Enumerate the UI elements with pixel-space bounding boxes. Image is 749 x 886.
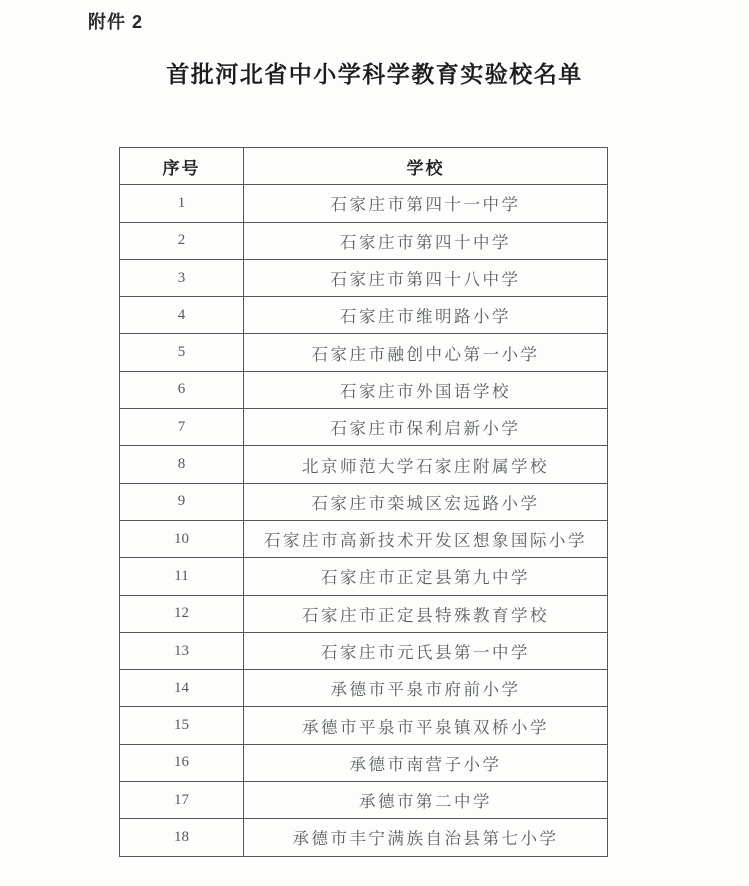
school-table-body [120, 185, 608, 856]
row-number: 13 [120, 632, 244, 669]
row-number: 10 [120, 520, 244, 557]
school-name: 石家庄市正定县特殊教育学校 [244, 595, 608, 632]
table-row [120, 744, 608, 781]
school-name: 承德市平泉市府前小学 [244, 670, 608, 707]
school-name: 石家庄市融创中心第一小学 [244, 334, 608, 371]
school-name: 北京师范大学石家庄附属学校 [244, 446, 608, 483]
school-name: 石家庄市第四十一中学 [244, 185, 608, 222]
row-number: 6 [120, 371, 244, 408]
row-number: 9 [120, 483, 244, 520]
table-row [120, 185, 608, 222]
school-table [119, 147, 608, 857]
table-row [120, 409, 608, 446]
table-row [120, 819, 608, 856]
school-name: 石家庄市保利启新小学 [244, 409, 608, 446]
table-row [120, 334, 608, 371]
row-number: 1 [120, 185, 244, 222]
table-row [120, 222, 608, 259]
row-number: 11 [120, 558, 244, 595]
table-row [120, 446, 608, 483]
attachment-label: 附件 2 [88, 12, 144, 32]
school-name: 承德市南营子小学 [244, 744, 608, 781]
school-name: 石家庄市外国语学校 [244, 371, 608, 408]
row-number: 14 [120, 670, 244, 707]
table-row [120, 782, 608, 819]
row-number: 4 [120, 297, 244, 334]
page-title: 首批河北省中小学科学教育实验校名单 [166, 61, 583, 87]
row-number: 8 [120, 446, 244, 483]
school-name: 承德市第二中学 [244, 782, 608, 819]
table-row [120, 371, 608, 408]
table-header-row [120, 148, 608, 185]
table-row [120, 670, 608, 707]
row-number: 15 [120, 707, 244, 744]
school-name: 石家庄市第四十八中学 [244, 259, 608, 296]
table-row [120, 707, 608, 744]
row-number: 12 [120, 595, 244, 632]
school-name: 承德市丰宁满族自治县第七小学 [244, 819, 608, 856]
row-number: 7 [120, 409, 244, 446]
row-number: 5 [120, 334, 244, 371]
column-header-number: 序号 [120, 148, 244, 185]
row-number: 17 [120, 782, 244, 819]
column-header-school: 学校 [244, 148, 608, 185]
table-row [120, 259, 608, 296]
school-name: 石家庄市高新技术开发区想象国际小学 [244, 520, 608, 557]
row-number: 16 [120, 744, 244, 781]
school-name: 承德市平泉市平泉镇双桥小学 [244, 707, 608, 744]
school-name: 石家庄市栾城区宏远路小学 [244, 483, 608, 520]
row-number: 3 [120, 259, 244, 296]
school-name: 石家庄市元氏县第一中学 [244, 632, 608, 669]
row-number: 18 [120, 819, 244, 856]
table-row [120, 595, 608, 632]
table-row [120, 297, 608, 334]
table-row [120, 558, 608, 595]
table-row [120, 483, 608, 520]
school-name: 石家庄市维明路小学 [244, 297, 608, 334]
row-number: 2 [120, 222, 244, 259]
school-name: 石家庄市正定县第九中学 [244, 558, 608, 595]
school-name: 石家庄市第四十中学 [244, 222, 608, 259]
table-row [120, 632, 608, 669]
table-row [120, 520, 608, 557]
